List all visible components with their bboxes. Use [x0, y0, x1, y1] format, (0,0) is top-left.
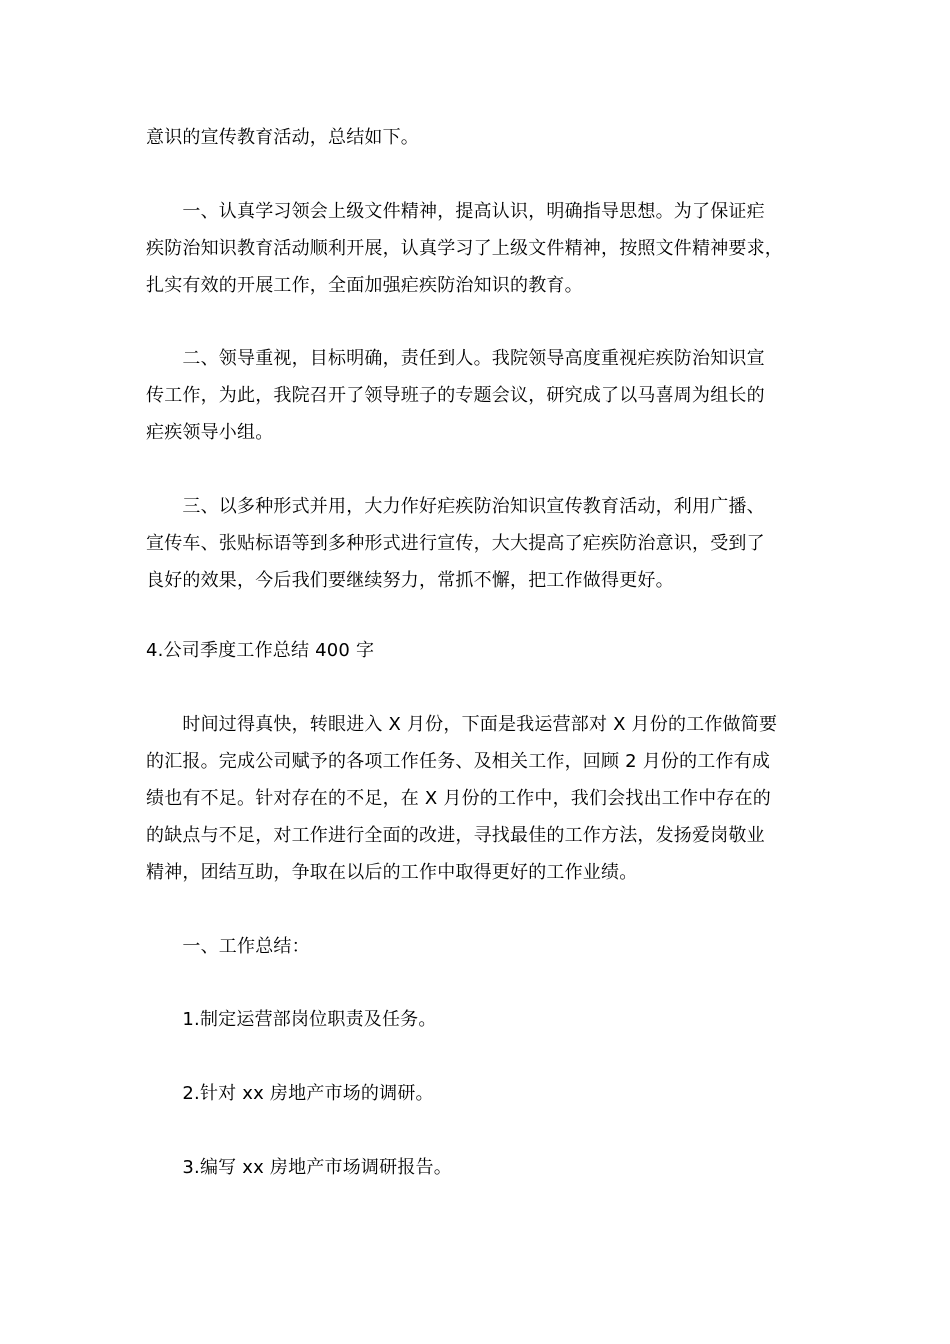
- text-line: 的缺点与不足，对工作进行全面的改进，寻找最佳的工作方法，发扬爱岗敬业: [146, 825, 765, 846]
- text-line: 三、以多种形式并用，大力作好疟疾防治知识宣传教育活动，利用广播、: [146, 496, 765, 517]
- text-line: 传工作，为此，我院召开了领导班子的专题会议，研究成了以马喜周为组长的: [146, 385, 765, 406]
- paragraph-point-three: [146, 488, 806, 599]
- text-line: 4.公司季度工作总结 400 字: [146, 640, 375, 661]
- text-line: 扎实有效的开展工作，全面加强疟疾防治知识的教育。: [146, 275, 583, 296]
- text-line: 二、领导重视，目标明确，责任到人。我院领导高度重视疟疾防治知识宣: [146, 348, 765, 369]
- paragraph-quarterly-summary: [146, 706, 806, 891]
- text-line: 一、工作总结：: [146, 936, 310, 957]
- text-line: 2.针对 xx 房地产市场的调研。: [146, 1083, 434, 1104]
- paragraph-summary-intro: [146, 119, 806, 156]
- text-line: 精神，团结互助，争取在以后的工作中取得更好的工作业绩。: [146, 862, 638, 883]
- subheading-work-summary: [146, 928, 806, 965]
- text-line: 意识的宣传教育活动，总结如下。: [146, 127, 419, 148]
- list-item-3: [146, 1149, 806, 1186]
- text-line: 宣传车、张贴标语等到多种形式进行宣传，大大提高了疟疾防治意识，受到了: [146, 533, 765, 554]
- paragraph-point-two: [146, 340, 806, 451]
- text-line: 一、认真学习领会上级文件精神，提高认识，明确指导思想。为了保证疟: [146, 201, 765, 222]
- text-line: 时间过得真快，转眼进入 X 月份，下面是我运营部对 X 月份的工作做简要: [146, 714, 778, 735]
- text-line: 1.制定运营部岗位职责及任务。: [146, 1009, 437, 1030]
- section-heading: [146, 632, 806, 669]
- text-line: 良好的效果，今后我们要继续努力，常抓不懈，把工作做得更好。: [146, 570, 674, 591]
- text-line: 疟疾领导小组。: [146, 422, 274, 443]
- text-line: 3.编写 xx 房地产市场调研报告。: [146, 1157, 452, 1178]
- text-line: 绩也有不足。针对存在的不足，在 X 月份的工作中，我们会找出工作中存在的: [146, 788, 771, 809]
- text-line: 的汇报。完成公司赋予的各项工作任务、及相关工作，回顾 2 月份的工作有成: [146, 751, 771, 772]
- text-line: 疾防治知识教育活动顺利开展，认真学习了上级文件精神，按照文件精神要求，: [146, 238, 783, 259]
- paragraph-point-one: [146, 193, 806, 304]
- list-item-2: [146, 1075, 806, 1112]
- list-item-1: [146, 1001, 806, 1038]
